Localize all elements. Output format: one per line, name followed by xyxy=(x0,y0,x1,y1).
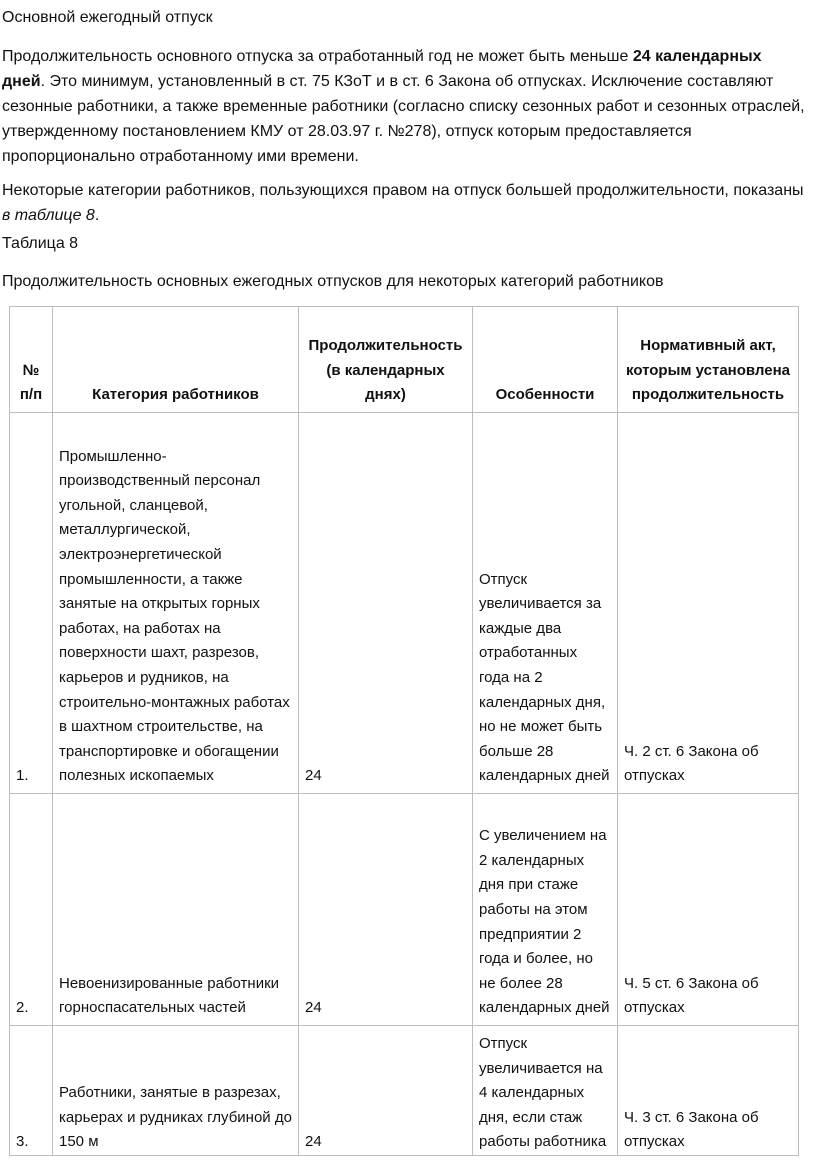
bold-emphasis: 24 календарных дней xyxy=(2,48,762,90)
row-features: Отпуск увеличивается на 4 календарных дня, если стаж работы работника xyxy=(473,1026,618,1156)
table-row xyxy=(10,1026,799,1156)
table-title: Продолжительность основных ежегодных отпусков для некоторых категорий работников xyxy=(2,273,664,290)
row-duration: 24 xyxy=(299,1026,473,1156)
header-num: № п/п xyxy=(10,307,53,413)
row-act: Ч. 3 ст. 6 Закона об отпусках xyxy=(618,1026,799,1156)
row-num: 1. xyxy=(10,413,53,794)
row-category: Работники, занятые в разрезах, карьерах и рудниках глубиной до 150 м xyxy=(53,1026,299,1156)
row-act: Ч. 2 ст. 6 Закона об отпусках xyxy=(618,413,799,794)
paragraph-categories xyxy=(2,178,807,228)
header-duration: Продолжительность (в календарных днях) xyxy=(299,307,473,413)
table-row xyxy=(10,413,799,794)
row-num: 2. xyxy=(10,794,53,1026)
header-features: Особенности xyxy=(473,307,618,413)
table-header-row xyxy=(10,307,799,413)
row-duration: 24 xyxy=(299,413,473,794)
paragraph-text: . xyxy=(94,207,100,224)
row-duration: 24 xyxy=(299,794,473,1026)
table-row xyxy=(10,794,799,1026)
row-category: Промышленно-производственный персонал угольной, сланцевой, металлургической, электроэнергетической промышленности, а также занятые на открытых горных работах, на работах на поверхности шахт, разрезов, карьеров и рудников, на строительно-монтажных работах в шахтном строительстве, на транспортировке и обогащении полезных ископаемых xyxy=(53,413,299,794)
paragraph-text: Продолжительность основного отпуска за отработанный год не может быть меньше xyxy=(2,48,633,65)
table-reference: в таблице 8 xyxy=(2,207,95,224)
leave-duration-table xyxy=(9,306,799,1156)
row-features: С увеличением на 2 календарных дня при стаже работы на этом предприятии 2 года и более, но не более 28 календарных дней xyxy=(473,794,618,1026)
section-title: Основной ежегодный отпуск xyxy=(2,9,213,26)
row-features: Отпуск увеличивается за каждые два отработанных года на 2 календарных дня, но не может быть больше 28 календарных дней xyxy=(473,413,618,794)
paragraph-text: . Это минимум, установленный в ст. 75 КЗоТ и в ст. 6 Закона об отпусках. Исключение составляют сезонные работники, а также временные работники (согласно списку сезонных работ и сезонных отраслей, утвержденному постановлением КМУ от 28.03.97 г. №278), отпуск которым предоставляется пропорционально отработанному ими времени. xyxy=(2,73,805,165)
paragraph-minimum-leave xyxy=(2,44,807,169)
row-act: Ч. 5 ст. 6 Закона об отпусках xyxy=(618,794,799,1026)
table-label: Таблица 8 xyxy=(2,235,79,252)
row-category: Невоенизированные работники горноспасательных частей xyxy=(53,794,299,1026)
row-num: 3. xyxy=(10,1026,53,1156)
paragraph-text: Некоторые категории работников, пользующихся правом на отпуск большей продолжительности, показаны xyxy=(2,182,804,199)
header-category: Категория работников xyxy=(53,307,299,413)
header-act: Нормативный акт, которым установлена продолжительность xyxy=(618,307,799,413)
